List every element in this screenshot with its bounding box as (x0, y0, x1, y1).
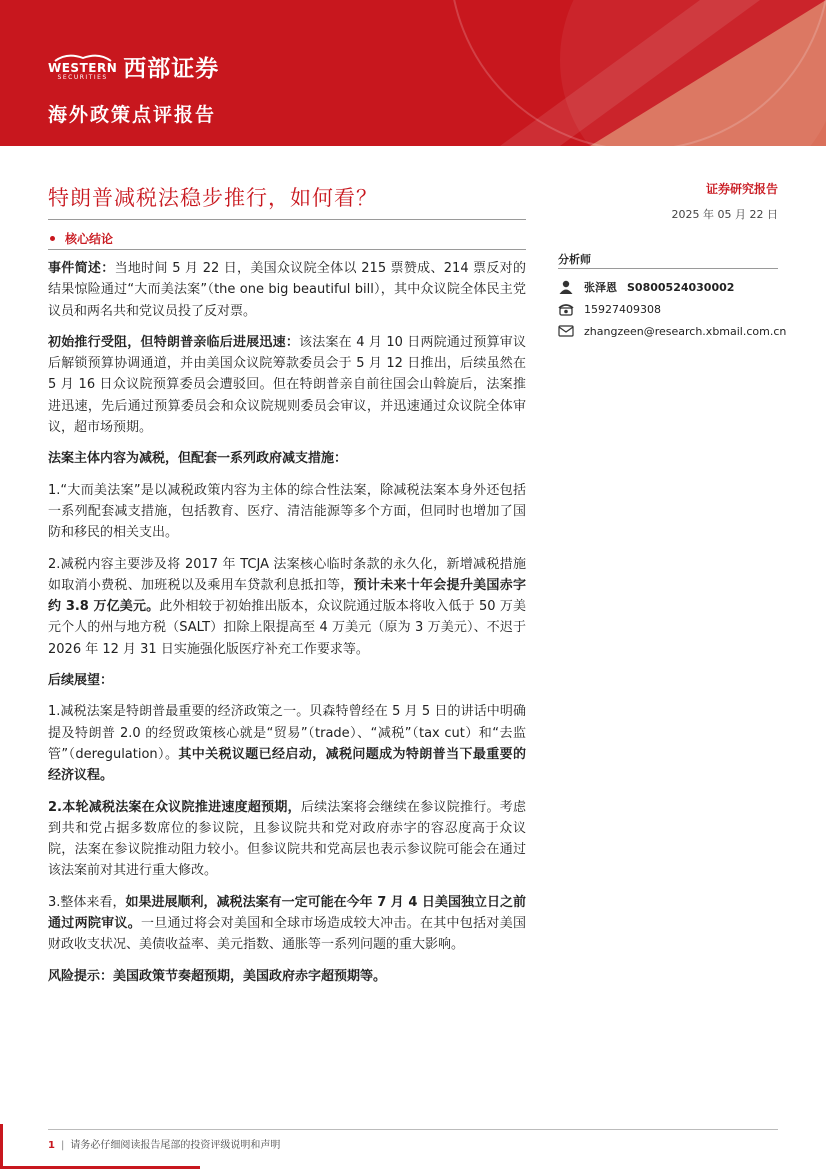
page-number: 1 (48, 1140, 55, 1151)
email-icon (558, 324, 574, 338)
paragraph-risk (48, 966, 526, 987)
analyst-cert: S0800524030002 (627, 280, 735, 294)
analyst-email[interactable]: zhangzeen@research.xbmail.com.cn (584, 324, 787, 338)
bull-horns-icon (53, 52, 113, 62)
outlook-2-text: 后续法案将会继续在参议院推行。考虑到共和党占据多数席位的参议院，且参议院共和党对政府赤字的容忍度高于众议院，法案在参议院推动阻力较小。但参议院共和党高层也表示参议院可能会在通过该法案前对其进行重大修改。 (48, 799, 526, 879)
event-text: 当地时间 5 月 22 日，美国众议院全体以 215 票赞成、214 票反对的结果惊险通过“大而美法案”（the one big beautiful bill），其中众议院全体民主党议员和两名共和党议员投了反对票。 (48, 261, 526, 319)
progress-label: 初始推行受阻，但特朗普亲临后进展迅速： (48, 334, 300, 350)
outlook-2-bold: 2.本轮减税法案在众议院推进速度超预期， (48, 799, 301, 815)
logo-en-text: WESTERN (48, 60, 118, 75)
analyst-phone-row (558, 302, 661, 316)
paragraph-event (48, 258, 526, 322)
analyst-phone: 15927409308 (584, 302, 661, 316)
paragraph-outlook-heading (48, 670, 526, 691)
report-type: 海外政策点评报告 (48, 104, 217, 126)
section-heading-text: 核心结论 (65, 232, 114, 246)
analyst-heading: 分析师 (558, 253, 591, 266)
logo-en-block (48, 52, 117, 82)
event-label: 事件简述： (48, 261, 115, 276)
bullet-icon (50, 236, 55, 241)
footer-divider (48, 1129, 778, 1130)
outlook-1-bold: 其中关税议题已经启动，减税问题成为特朗普当下最重要的经济议程。 (48, 746, 526, 784)
main-content (48, 258, 526, 997)
analyst-email-row (558, 324, 786, 338)
content-heading: 法案主体内容为减税，但配套一系列政府减支措施： (48, 451, 348, 467)
company-logo (48, 50, 219, 83)
outlook-3-text-a: 3.整体来看， (48, 894, 126, 910)
outlook-3-text-b: 一旦通过将会对美国和全球市场造成较大冲击。在其中包括对美国财政收支状况、美债收益率、美元指数、通胀等一系列问题的重大影响。 (48, 916, 526, 953)
report-date: 2025 年 05 月 22 日 (671, 208, 778, 221)
logo-en-subtext: SECURITIES (57, 73, 108, 81)
paragraph-content-heading (48, 448, 526, 469)
paragraph-progress (48, 332, 526, 438)
footer (48, 1136, 280, 1151)
paragraph-outlook-3 (48, 892, 526, 956)
paragraph-outlook-2 (48, 797, 526, 882)
outlook-heading: 后续展望： (48, 673, 114, 689)
analyst-divider (558, 268, 778, 269)
section-divider (48, 249, 526, 250)
content-2-text-b: 此外相较于初始推出版本，众议院通过版本将收入低于 50 万美元个人的州与地方税（SALT）扣除上限提高至 4 万美元（原为 3 万美元）、不迟于 2026 年 12 月 31 日实施强化版医疗补充工作要求等。 (48, 599, 526, 657)
header-banner (0, 0, 826, 146)
paragraph-content-1 (48, 480, 526, 544)
phone-icon (558, 302, 574, 316)
content-2-bold: 预计未来十年会提升美国赤字约 3.8 万亿美元。 (48, 577, 526, 615)
risk-text: 风险提示：美国政策节奏超预期，美国政府赤字超预期等。 (48, 968, 387, 984)
corner-accent-vertical (0, 1124, 3, 1169)
outlook-3-bold: 如果进展顺利，减税法案有一定可能在今年 7 月 4 日美国独立日之前通过两院审议。 (48, 894, 526, 932)
analyst-name: 张泽恩 (584, 281, 617, 294)
paragraph-content-2 (48, 554, 526, 660)
paragraph-outlook-1 (48, 701, 526, 786)
footer-note: 请务必仔细阅读报告尾部的投资评级说明和声明 (70, 1140, 281, 1151)
page-title: 特朗普减税法稳步推行，如何看？ (48, 186, 378, 210)
logo-cn-text: 西部证券 (123, 56, 220, 82)
title-divider (48, 219, 526, 220)
report-category: 证券研究报告 (705, 182, 778, 196)
content-1-text: 1.“大而美法案”是以减税政策内容为主体的综合性法案，除减税法案本身外还包括一系列配套减支措施，包括教育、医疗、清洁能源等多个方面，但同时也增加了国防和移民的相关支出。 (48, 482, 526, 541)
footer-separator: | (60, 1140, 65, 1151)
person-icon (558, 280, 574, 294)
progress-text: 该法案在 4 月 10 日两院通过预算审议后解锁预算协调通道，并由美国众议院筹款委员会于 5 月 12 日推出，后续虽然在 5 月 16 日众议院预算委员会遭驳回。但在特朗普亲自前往国会山斡旋后，法案推进迅速，先后通过预算委员会和众议院规则委员会审议，并迅速通过众议院全体审议，超市场预期。 (48, 334, 526, 436)
analyst-name-row (558, 279, 734, 295)
content-2-text-a: 2.减税内容主要涉及将 2017 年 TCJA 法案核心临时条款的永久化，新增减税措施如取消小费税、加班税以及乘用车贷款利息抵扣等， (48, 556, 526, 593)
section-heading (48, 230, 113, 247)
outlook-1-text: 1.减税法案是特朗普最重要的经济政策之一。贝森特曾经在 5 月 5 日的讲话中明确提及特朗普 2.0 的经贸政策核心就是“贸易”（trade）、“减税”（tax cut）和“去监管”（deregulation）。 (48, 704, 526, 762)
